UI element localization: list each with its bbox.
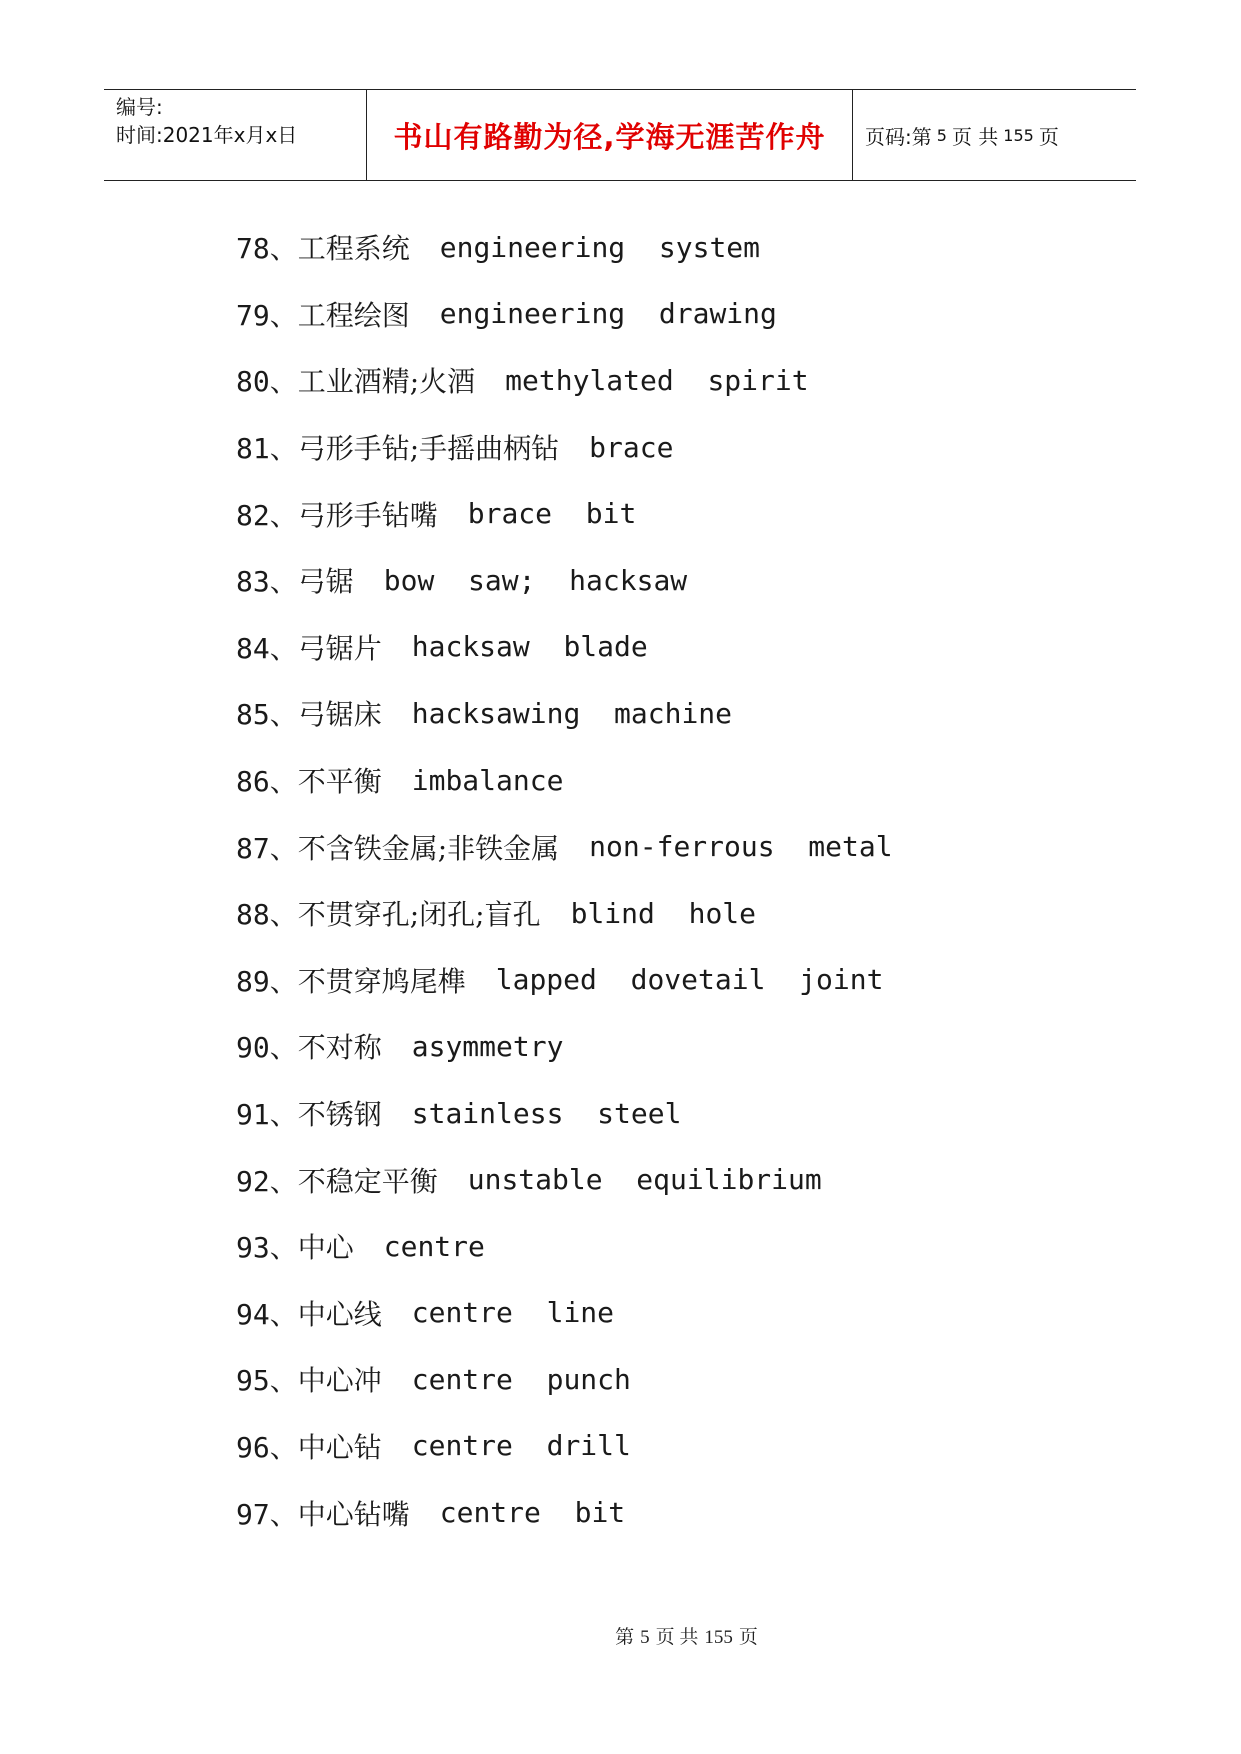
list-item xyxy=(236,947,893,1014)
list-item xyxy=(236,614,893,681)
entry-english: blind hole xyxy=(570,896,757,930)
list-item xyxy=(236,1479,893,1546)
list-item xyxy=(236,747,893,814)
page-footer xyxy=(0,1622,1241,1649)
entry-number: 87、 xyxy=(236,831,298,865)
entry-english: lapped dovetail joint xyxy=(495,963,884,997)
header-page-total: 155 xyxy=(1003,125,1034,145)
entry-chinese: 弓锯 xyxy=(297,565,354,599)
entry-chinese: 工程绘图 xyxy=(297,298,410,332)
entry-number: 81、 xyxy=(236,432,298,466)
entry-number: 84、 xyxy=(236,631,298,665)
entry-english: stainless steel xyxy=(411,1096,682,1130)
footer-prefix: 第 xyxy=(615,1627,635,1648)
entry-chinese: 工程系统 xyxy=(297,232,410,266)
entry-english: centre xyxy=(383,1229,485,1263)
list-item xyxy=(236,1413,893,1480)
list-item xyxy=(236,281,893,348)
entry-english: centre punch xyxy=(411,1362,631,1396)
entry-english: brace xyxy=(589,430,674,464)
entry-chinese: 中心线 xyxy=(297,1297,382,1331)
entry-chinese: 不贯穿鸠尾榫 xyxy=(297,964,466,998)
entry-chinese: 弓锯床 xyxy=(297,698,382,732)
list-item xyxy=(236,1146,893,1213)
entry-chinese: 中心钻 xyxy=(297,1430,382,1464)
entry-english: bow saw; hacksaw xyxy=(383,563,688,597)
entry-english: centre line xyxy=(411,1296,615,1330)
footer-total: 155 xyxy=(704,1627,733,1648)
entry-english: unstable equilibrium xyxy=(467,1163,822,1197)
entry-number: 89、 xyxy=(236,964,298,998)
list-item xyxy=(236,547,893,614)
entry-english: centre bit xyxy=(439,1496,626,1530)
entry-english: brace bit xyxy=(467,497,637,531)
glossary-list xyxy=(236,214,893,1546)
entry-chinese: 工业酒精;火酒 xyxy=(297,365,476,399)
entry-number: 83、 xyxy=(236,565,298,599)
list-item xyxy=(236,347,893,414)
entry-chinese: 不稳定平衡 xyxy=(297,1164,438,1198)
entry-number: 91、 xyxy=(236,1098,298,1132)
header-page-suffix: 页 xyxy=(1038,124,1059,149)
entry-chinese: 不平衡 xyxy=(297,765,382,799)
header-page-mid: 页 共 xyxy=(951,124,999,149)
entry-number: 95、 xyxy=(236,1364,298,1398)
list-item xyxy=(236,480,893,547)
entry-number: 97、 xyxy=(236,1497,298,1531)
entry-number: 88、 xyxy=(236,898,298,932)
entry-number: 92、 xyxy=(236,1164,298,1198)
header-meta xyxy=(104,90,366,180)
entry-chinese: 不含铁金属;非铁金属 xyxy=(297,831,560,865)
entry-chinese: 不贯穿孔;闭孔;盲孔 xyxy=(297,898,541,932)
entry-english: asymmetry xyxy=(411,1029,564,1063)
entry-english: engineering drawing xyxy=(439,297,777,331)
serial-label: 编号: xyxy=(116,95,163,119)
list-item xyxy=(236,414,893,481)
list-item xyxy=(236,880,893,947)
entry-number: 82、 xyxy=(236,498,298,532)
entry-chinese: 中心 xyxy=(297,1231,354,1265)
entry-chinese: 中心钻嘴 xyxy=(297,1497,410,1531)
entry-chinese: 弓锯片 xyxy=(297,631,382,665)
list-item xyxy=(236,1080,893,1147)
entry-number: 94、 xyxy=(236,1297,298,1331)
entry-number: 86、 xyxy=(236,765,298,799)
entry-english: imbalance xyxy=(411,763,564,797)
entry-english: hacksaw blade xyxy=(411,630,648,664)
entry-number: 93、 xyxy=(236,1231,298,1265)
list-item xyxy=(236,680,893,747)
time-label: 时间:2021年x月x日 xyxy=(116,123,298,147)
entry-chinese: 弓形手钻嘴 xyxy=(297,498,438,532)
footer-current: 5 xyxy=(640,1627,650,1648)
entry-number: 78、 xyxy=(236,232,298,266)
footer-suffix: 页 xyxy=(738,1627,758,1648)
entry-chinese: 不对称 xyxy=(297,1031,382,1065)
page-header xyxy=(104,89,1136,181)
entry-english: centre drill xyxy=(411,1429,631,1463)
footer-mid: 页 共 xyxy=(655,1627,699,1648)
list-item xyxy=(236,1346,893,1413)
entry-english: engineering system xyxy=(439,230,761,264)
entry-english: hacksawing machine xyxy=(411,696,733,730)
entry-chinese: 不锈钢 xyxy=(297,1098,382,1132)
entry-english: non-ferrous metal xyxy=(589,830,893,864)
entry-chinese: 中心冲 xyxy=(297,1364,382,1398)
list-item xyxy=(236,214,893,281)
entry-number: 96、 xyxy=(236,1430,298,1464)
header-page-number xyxy=(853,90,1136,180)
entry-number: 90、 xyxy=(236,1031,298,1065)
entry-english: methylated spirit xyxy=(505,363,809,397)
header-page-current: 5 xyxy=(936,125,947,145)
entry-number: 80、 xyxy=(236,365,298,399)
header-page-prefix: 页码:第 xyxy=(865,124,932,149)
list-item xyxy=(236,1213,893,1280)
list-item xyxy=(236,1280,893,1347)
entry-number: 85、 xyxy=(236,698,298,732)
list-item xyxy=(236,1013,893,1080)
entry-number: 79、 xyxy=(236,298,298,332)
list-item xyxy=(236,813,893,880)
header-motto: 书山有路勤为径,学海无涯苦作舟 xyxy=(366,90,853,180)
entry-chinese: 弓形手钻;手摇曲柄钻 xyxy=(297,432,560,466)
